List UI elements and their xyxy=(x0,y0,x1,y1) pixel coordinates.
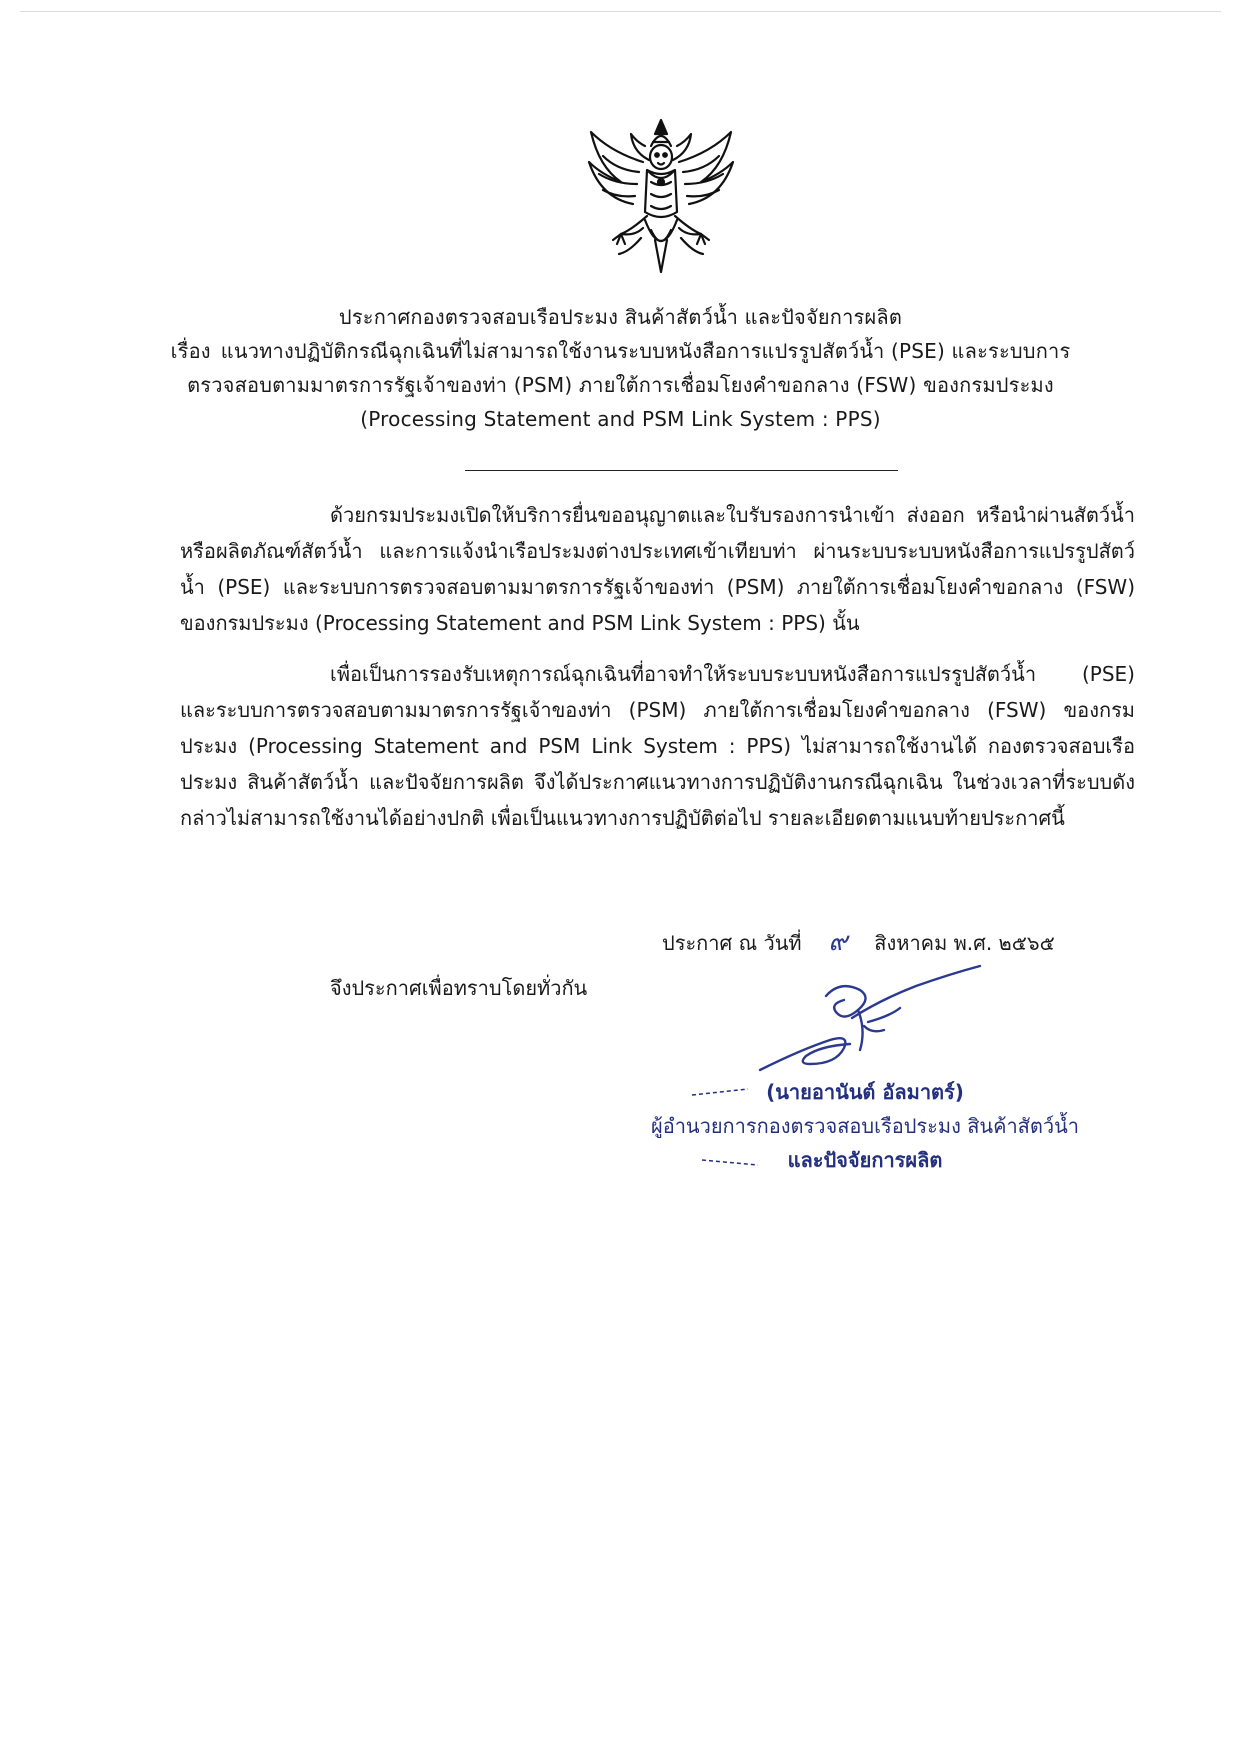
signer-position-line-1: ผู้อำนวยการกองตรวจสอบเรือประมง สินค้าสัตว์น้ำ xyxy=(650,1114,1080,1138)
date-month-year: สิงหาคม พ.ศ. ๒๕๖๕ xyxy=(874,931,1055,955)
signer-block xyxy=(650,1075,1080,1177)
paragraph-2-text: เพื่อเป็นการรองรับเหตุการณ์ฉุกเฉินที่อาจทำให้ระบบระบบหนังสือการแปรรูปสัตว์น้ำ (PSE) และระบบการตรวจสอบตามมาตรการรัฐเจ้าของท่า (PSM) ภายใต้การเชื่อมโยงคำขอกลาง (FSW) ของกรมประมง (Processing Statement and PSM Link System : PPS) ไม่สามารถใช้งานได้ กองตรวจสอบเรือประมง สินค้าสัตว์น้ำ และปัจจัยการผลิต จึงได้ประกาศแนวทางการปฏิบัติงานกรณีฉุกเฉิน ในช่วงเวลาที่ระบบดังกล่าวไม่สามารถใช้งานได้อย่างปกติ เพื่อเป็นแนวทางการปฏิบัติต่อไป รายละเอียดตามแนบท้ายประกาศนี้ xyxy=(180,662,1135,830)
signer-position-line-2: และปัจจัยการผลิต xyxy=(787,1148,943,1172)
subject-text-1: แนวทางปฏิบัติกรณีฉุกเฉินที่ไม่สามารถใช้งานระบบหนังสือการแปรรูปสัตว์น้ำ (PSE) และระบบการ xyxy=(220,339,1071,363)
subject-label: เรื่อง xyxy=(170,339,211,363)
subject-line-3: (Processing Statement and PSM Link System : PPS) xyxy=(360,407,881,431)
paragraph-1 xyxy=(180,497,1135,641)
handwritten-signature xyxy=(740,960,1000,1090)
signer-name: (นายอานันต์ อัลมาตร์) xyxy=(766,1080,964,1104)
paragraph-1-text: ด้วยกรมประมงเปิดให้บริการยื่นขออนุญาตและใบรับรองการนำเข้า ส่งออก หรือนำผ่านสัตว์น้ำ หรือผลิตภัณฑ์สัตว์น้ำ และการแจ้งนำเรือประมงต่างประเทศเข้าเทียบท่า ผ่านระบบระบบหนังสือการแปรรูปสัตว์น้ำ (PSE) และระบบการตรวจสอบตามมาตรการรัฐเจ้าของท่า (PSM) ภายใต้การเชื่อมโยงคำขอกลาง (FSW) ของกรมประมง (Processing Statement and PSM Link System : PPS) นั้น xyxy=(180,503,1135,635)
announcement-title: ประกาศกองตรวจสอบเรือประมง สินค้าสัตว์น้ำ และปัจจัยการผลิต xyxy=(338,305,903,329)
subject-line-2: ตรวจสอบตามมาตรการรัฐเจ้าของท่า (PSM) ภายใต้การเชื่อมโยงคำขอกลาง (FSW) ของกรมประมง xyxy=(187,373,1054,397)
garuda-emblem-icon xyxy=(581,112,741,287)
subject-line-1 xyxy=(100,334,1141,368)
date-prefix: ประกาศ ณ วันที่ xyxy=(662,931,802,955)
announcement-date xyxy=(662,924,1142,961)
scan-edge-line xyxy=(20,11,1221,12)
announcement-header xyxy=(100,300,1141,436)
header-divider xyxy=(465,470,898,471)
closing-statement: จึงประกาศเพื่อทราบโดยทั่วกัน xyxy=(330,976,588,1000)
date-day: ๙ xyxy=(828,927,848,957)
paragraph-2 xyxy=(180,656,1135,836)
